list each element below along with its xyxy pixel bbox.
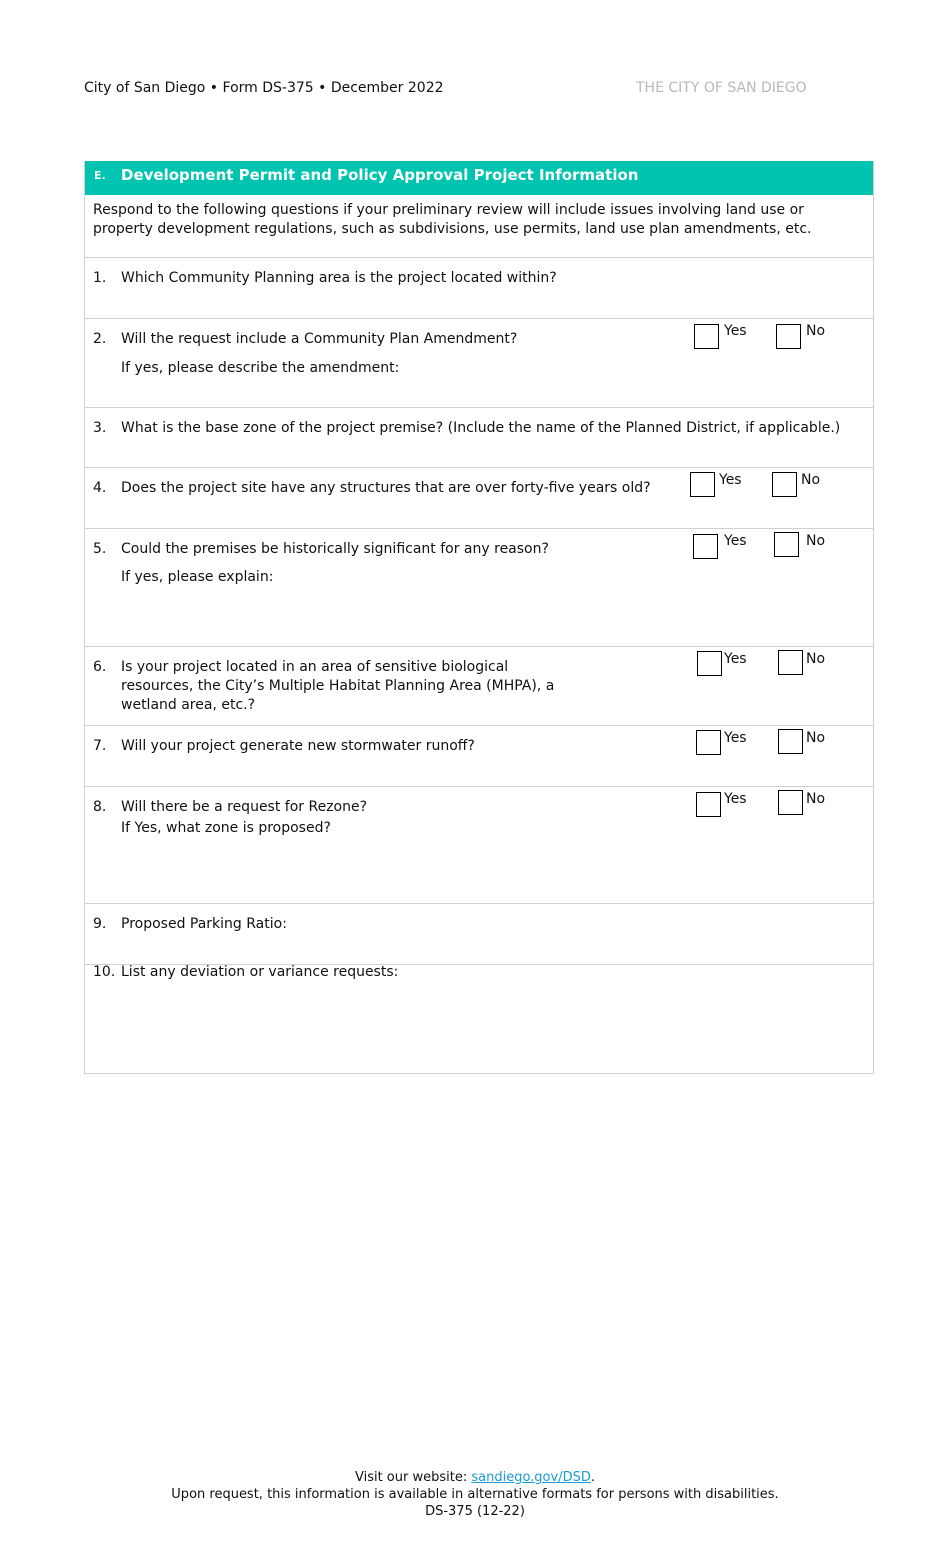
question-row-9 <box>85 903 873 964</box>
footer-website-link[interactable]: sandiego.gov/DSD <box>471 1470 591 1485</box>
question-row-3 <box>85 407 873 467</box>
question-row-4 <box>85 467 873 528</box>
question-text: List any deviation or variance requests: <box>121 964 399 980</box>
question-text: Is your project located in an area of sensitive biological resources, the City’s Multiple Habitat Planning Area (MHPA), a wetland area, etc.? <box>121 659 555 713</box>
question-row-6 <box>85 646 873 725</box>
yes-checkbox[interactable] <box>693 534 718 559</box>
yes-checkbox[interactable] <box>696 792 721 817</box>
yes-label: Yes <box>724 651 747 667</box>
no-checkbox[interactable] <box>778 650 803 675</box>
section-intro-row <box>85 195 873 257</box>
no-label: No <box>801 472 821 488</box>
footer-website-line <box>0 1469 950 1486</box>
question-text: Will your project generate new stormwater runoff? <box>121 738 475 754</box>
question-subtext: If Yes, what zone is proposed? <box>121 820 331 836</box>
yes-label: Yes <box>724 323 747 339</box>
footer-form-code: DS-375 (12-22) <box>425 1504 525 1519</box>
question-number: 10. <box>93 964 116 980</box>
no-label: No <box>806 791 826 807</box>
no-checkbox[interactable] <box>772 472 797 497</box>
question-number: 7. <box>93 738 107 754</box>
question-number: 4. <box>93 480 107 496</box>
header-city-logo: THE CITY OF SAN DIEGO <box>636 80 807 96</box>
yes-checkbox[interactable] <box>694 324 719 349</box>
question-text: Does the project site have any structures that are over forty-five years old? <box>121 480 651 496</box>
no-checkbox[interactable] <box>776 324 801 349</box>
yes-label: Yes <box>724 791 747 807</box>
question-text: Proposed Parking Ratio: <box>121 916 287 932</box>
no-label: No <box>806 533 826 549</box>
question-subtext: If yes, please describe the amendment: <box>121 360 400 376</box>
question-number: 3. <box>93 420 107 436</box>
section-header <box>85 161 873 195</box>
question-text: Which Community Planning area is the project located within? <box>121 270 557 286</box>
question-number: 9. <box>93 916 107 932</box>
yes-label: Yes <box>719 472 742 488</box>
section-letter: E. <box>94 169 106 182</box>
question-text: Will the request include a Community Plan Amendment? <box>121 331 518 347</box>
question-subtext: If yes, please explain: <box>121 569 274 585</box>
question-text: What is the base zone of the project premise? (Include the name of the Planned District, if applicable.) <box>121 420 841 436</box>
no-checkbox[interactable] <box>778 790 803 815</box>
question-row-10 <box>85 964 873 1073</box>
no-checkbox[interactable] <box>774 532 799 557</box>
question-text: Could the premises be historically significant for any reason? <box>121 541 549 557</box>
footer-visit-prefix: Visit our website: <box>354 1470 472 1485</box>
question-number: 2. <box>93 331 107 347</box>
question-row-2 <box>85 318 873 407</box>
section-title: Development Permit and Policy Approval Project Information <box>121 166 639 184</box>
section-intro: Respond to the following questions if your preliminary review will include issues involving land use or property development regulations, such as subdivisions, use permits, land use plan amendments, etc. <box>93 202 812 237</box>
yes-checkbox[interactable] <box>690 472 715 497</box>
header-form-info: City of San Diego • Form DS-375 • December 2022 <box>84 80 444 96</box>
question-text: Will there be a request for Rezone? <box>121 799 368 815</box>
footer-visit-suffix: . <box>590 1470 596 1485</box>
question-row-7 <box>85 725 873 786</box>
question-number: 5. <box>93 541 107 557</box>
question-row-8 <box>85 786 873 903</box>
section-e-form <box>84 161 874 1074</box>
footer-accessibility-notice: Upon request, this information is available in alternative formats for persons with disabilities. <box>171 1487 779 1502</box>
yes-label: Yes <box>724 533 747 549</box>
yes-checkbox[interactable] <box>696 730 721 755</box>
question-number: 1. <box>93 270 107 286</box>
question-row-5 <box>85 528 873 646</box>
yes-label: Yes <box>724 730 747 746</box>
question-number: 6. <box>93 659 107 675</box>
question-row-1 <box>85 257 873 318</box>
question-number: 8. <box>93 799 107 815</box>
yes-checkbox[interactable] <box>697 651 722 676</box>
no-label: No <box>806 730 826 746</box>
no-label: No <box>806 323 826 339</box>
no-checkbox[interactable] <box>778 729 803 754</box>
no-label: No <box>806 651 826 667</box>
